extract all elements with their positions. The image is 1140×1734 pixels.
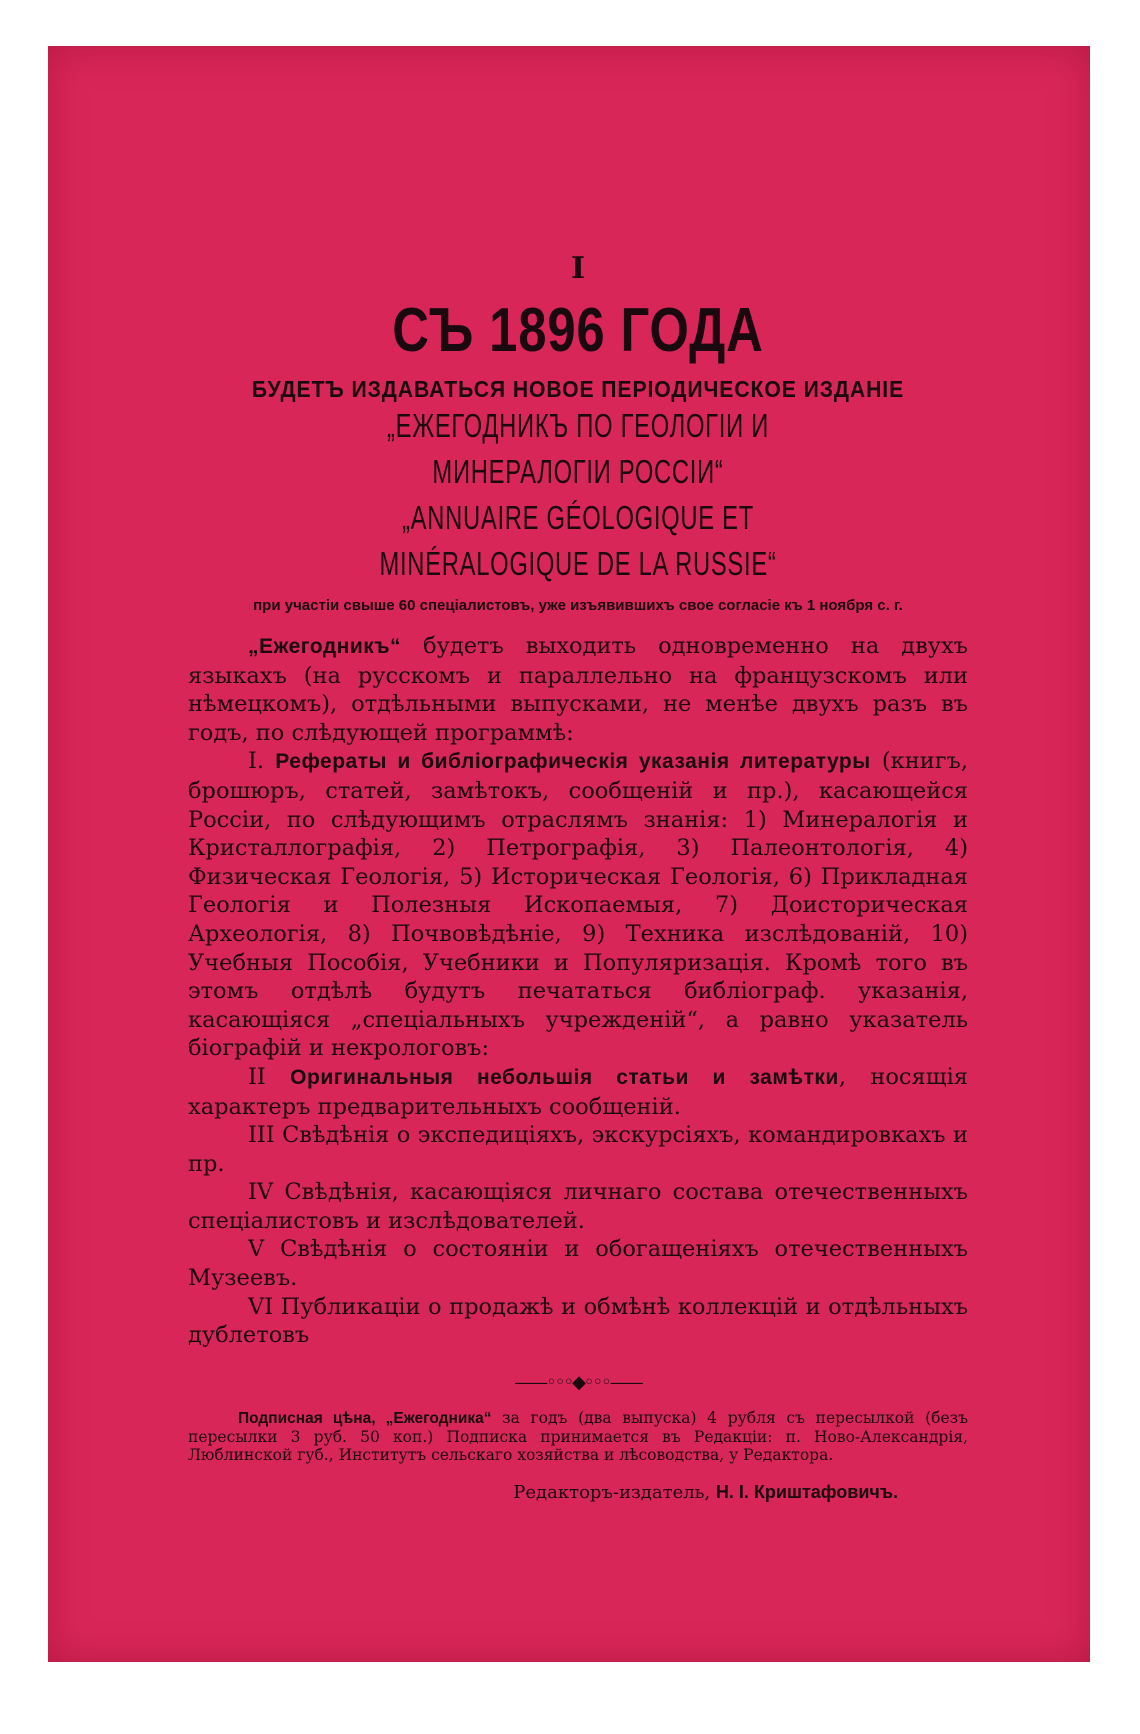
section-title: Оригинальныя небольшія статьи и замѣтки — [290, 1065, 839, 1089]
main-heading: СЪ 1896 ГОДА — [392, 296, 764, 365]
section-1 — [188, 747, 968, 1063]
editor-label: Редакторъ-издатель, — [513, 1481, 711, 1503]
section-number: II — [248, 1063, 266, 1090]
section-title: Рефераты и библіографическія указанія литературы — [275, 750, 871, 774]
section-number: I. — [248, 748, 265, 775]
document-page — [188, 251, 968, 1503]
section-text: Публикаціи о продажѣ и обмѣнѣ коллекцій и отдѣльныхъ дублетовъ — [188, 1293, 968, 1349]
page-sheet — [48, 46, 1090, 1662]
subscription-info — [188, 1409, 968, 1464]
editor-name: Н. I. Криштафовичъ. — [715, 1481, 898, 1502]
section-4 — [188, 1178, 968, 1235]
section-number: VI — [248, 1293, 274, 1320]
page-number: I — [570, 251, 586, 286]
subheading: БУДЕТЪ ИЗДАВАТЬСЯ НОВОЕ ПЕРІОДИЧЕСКОЕ ИЗДАНІЕ — [251, 376, 905, 402]
intro-paragraph — [188, 632, 968, 747]
intro-text: будетъ выходить одновременно на двухъ языкахъ (на русскомъ и параллельно на французскомъ или нѣмецкомъ), отдѣльными выпусками, не менѣе двухъ разъ въ годъ, по слѣдующей программѣ: — [188, 633, 968, 746]
section-number: III — [248, 1122, 275, 1149]
subscription-text: за годъ (два выпуска) 4 рубля съ пересылкой (безъ пересылки 3 руб. 50 коп.) Подписка принимается въ Редакціи: п. Ново-Александрія, Люблинской губ., Институтъ сельскаго хозяйства и лѣсоводства, у Редактора. — [188, 1408, 968, 1464]
section-number: V — [248, 1236, 265, 1263]
section-5 — [188, 1235, 968, 1292]
editor-line — [188, 1482, 898, 1503]
section-3 — [188, 1121, 968, 1178]
subscription-bold: Подписная цѣна, „Ежегодника“ — [238, 1409, 492, 1427]
intro-bold: „Ежегодникъ“ — [248, 635, 402, 658]
participation-note: при участіи свыше 60 спеціалистовъ, уже изъявившихъ свое согласіе къ 1 ноября с. г. — [253, 597, 903, 614]
section-2 — [188, 1063, 968, 1121]
title-french: „ANNUAIRE GÉOLOGIQUE ET MINÉRALOGIQUE DE LA RUSSIE“ — [379, 499, 777, 582]
title-russian: „ЕЖЕГОДНИКЪ ПО ГЕОЛОГІИ И МИНЕРАЛОГІИ РОССІИ“ — [386, 407, 770, 490]
section-text: , носящія характеръ предварительныхъ сообщеній. — [188, 1063, 969, 1120]
section-number: IV — [248, 1179, 274, 1206]
section-6 — [188, 1293, 968, 1350]
section-text: Свѣдѣнія, касающіяся личнаго состава отечественныхъ спеціалистовъ и изслѣдователей. — [188, 1179, 968, 1234]
ornament-divider: ——◦◦◦◆◦◦◦—— — [514, 1371, 642, 1393]
section-text: (книгъ, брошюръ, статей, замѣтокъ, сообщеній и пр.), касающейся Россіи, по слѣдующимъ отраслямъ знанія: 1) Минералогія и Кристаллографія, 2) Петрографія, 3) Палеонтологія, 4) Физическая Геологія, 5) Историческая Геологія, 6) Прикладная Геологія и Полезныя Ископаемыя, 7) Доисторическая Археологія, 8) Почвовѣдѣніе, 9) Техника изслѣдованій, 10) Учебныя Пособія, Учебники и Популяризація. Кромѣ того въ этомъ отдѣлѣ будутъ печататься библіограф. указанія, касающіяся „спеціальныхъ учрежденій“, а равно указатель біографій и некрологовъ: — [188, 748, 968, 1062]
section-text: Свѣдѣнія о экспедиціяхъ, экскурсіяхъ, командировкахъ и пр. — [188, 1122, 968, 1177]
section-text: Свѣдѣнія о состояніи и обогащеніяхъ отечественныхъ Музеевъ. — [188, 1236, 968, 1292]
